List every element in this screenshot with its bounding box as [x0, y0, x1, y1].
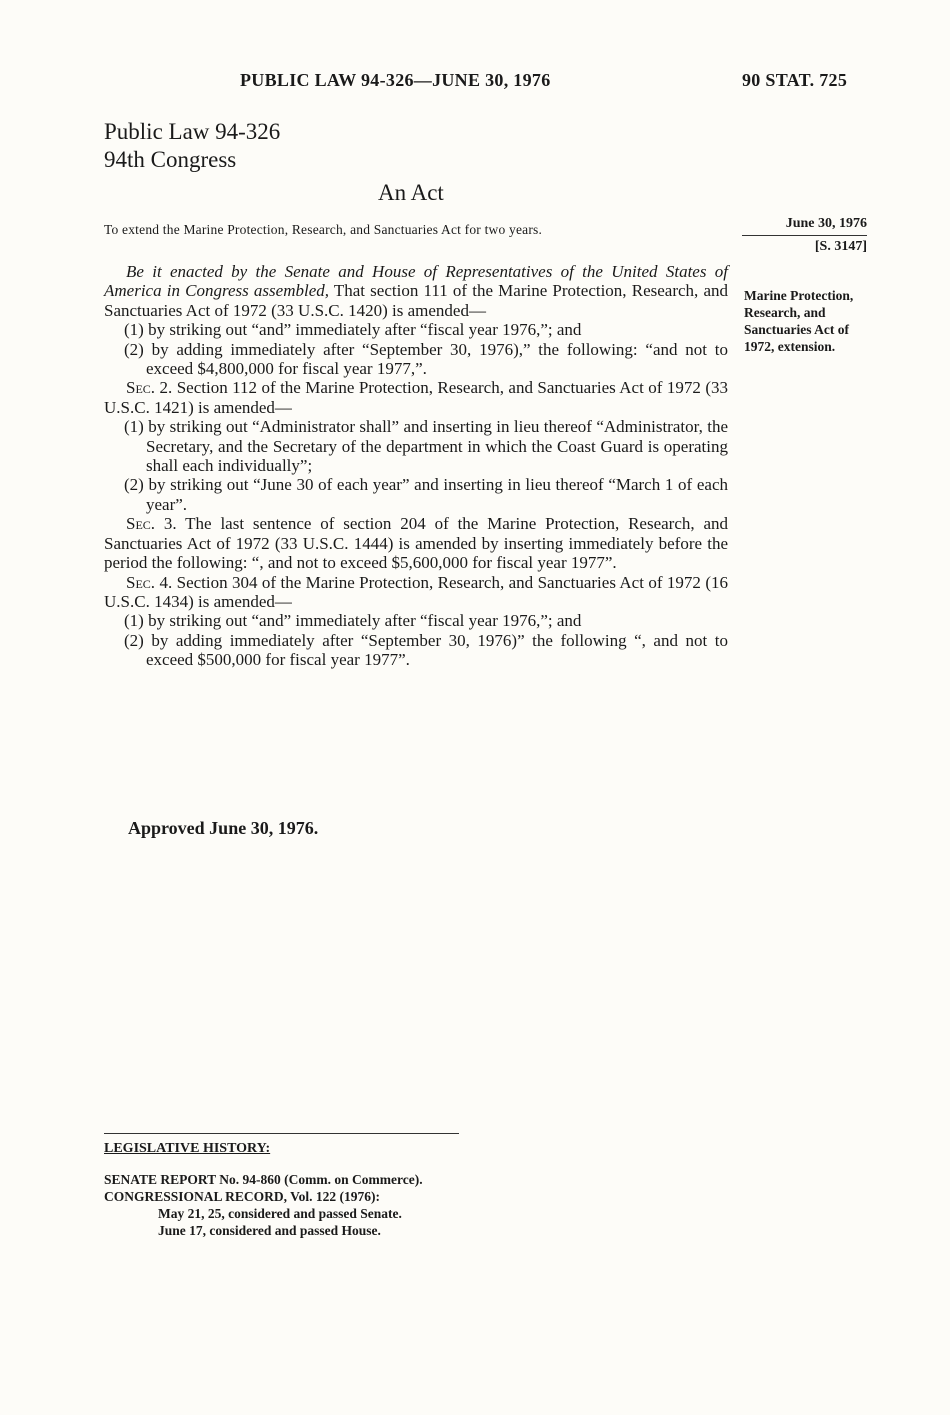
section-2-text: Section 112 of the Marine Protection, Research, and Sanctuaries Act of 1972 (33 U.S.C. 1421) is amended— — [104, 378, 729, 417]
section-4-text: Section 304 of the Marine Protection, Research, and Sanctuaries Act of 1972 (16 U.S.C. 1434) is amended— — [104, 572, 728, 611]
act-body — [104, 262, 728, 670]
section-3-label: Sec. 3. — [126, 514, 177, 534]
enacting-clause — [104, 262, 728, 320]
senate-report: SENATE REPORT No. 94-860 (Comm. on Commerce). — [104, 1172, 423, 1187]
bill-number: [S. 3147] — [814, 239, 867, 254]
enacting-formula: Be it enacted by the Senate and House of Representatives of the United States of America in Congress assembled, — [104, 262, 728, 301]
public-law-number: Public Law 94-326 — [104, 119, 281, 144]
section-2 — [104, 378, 728, 417]
act-title: An Act — [378, 180, 444, 205]
approval-date: Approved June 30, 1976. — [128, 818, 319, 838]
section-2-item-2: (2) by striking out “June 30 of each year” and inserting in lieu thereof “March 1 of each year”. — [124, 475, 728, 514]
congress-number: 94th Congress — [104, 147, 237, 172]
section-2-item-1: (1) by striking out “Administrator shall” and inserting in lieu thereof “Administrator, the Secretary, and the Secretary of the department in which the Coast Guard is operating shall each individually”; — [124, 417, 728, 476]
section-1-item-2: (2) by adding immediately after “September 30, 1976),” the following: “and not to exceed $4,800,000 for fiscal year 1977,”. — [124, 339, 728, 379]
congressional-record: CONGRESSIONAL RECORD, Vol. 122 (1976): — [104, 1189, 381, 1204]
section-4 — [104, 573, 728, 612]
legislative-history — [104, 1171, 423, 1239]
section-4-item-2: (2) by adding immediately after “September 30, 1976)” the following “, and not to exceed $500,000 for fiscal year 1977”. — [124, 630, 728, 670]
section-2-label: Sec. 2. — [126, 378, 173, 398]
section-4-item-1: (1) by striking out “and” immediately after “fiscal year 1976,”; and — [124, 611, 582, 631]
running-head-page: 90 STAT. 725 — [742, 70, 848, 90]
legislative-history-rule — [104, 1133, 459, 1134]
section-3 — [104, 514, 728, 572]
legislative-history-heading: LEGISLATIVE HISTORY: — [104, 1141, 271, 1156]
margin-note: Marine Protection, Research, and Sanctuaries Act of 1972, extension. — [744, 288, 854, 354]
section-1-item-1: (1) by striking out “and” immediately after “fiscal year 1976,”; and — [124, 320, 582, 340]
running-head-title: PUBLIC LAW 94-326—JUNE 30, 1976 — [240, 70, 551, 90]
enactment-date: June 30, 1976 — [742, 216, 867, 236]
section-4-label: Sec. 4. — [126, 572, 173, 592]
senate-action: May 21, 25, considered and passed Senate. — [158, 1206, 402, 1221]
section-3-text: The last sentence of section 204 of the Marine Protection, Research, and Sanctuaries Act of 1972 (33 U.S.C. 1444) is amended by inserting immediately before the period the following: “, and not to exceed $5,600,000 for fiscal year 1977”. — [104, 514, 728, 573]
house-action: June 17, considered and passed House. — [158, 1223, 381, 1238]
section-1-text: That section 111 of the Marine Protection, Research, and Sanctuaries Act of 1972 (33 U.S.C. 1420) is amended— — [104, 281, 728, 320]
act-purpose: To extend the Marine Protection, Research, and Sanctuaries Act for two years. — [104, 222, 543, 237]
margin-date-block — [742, 216, 867, 255]
